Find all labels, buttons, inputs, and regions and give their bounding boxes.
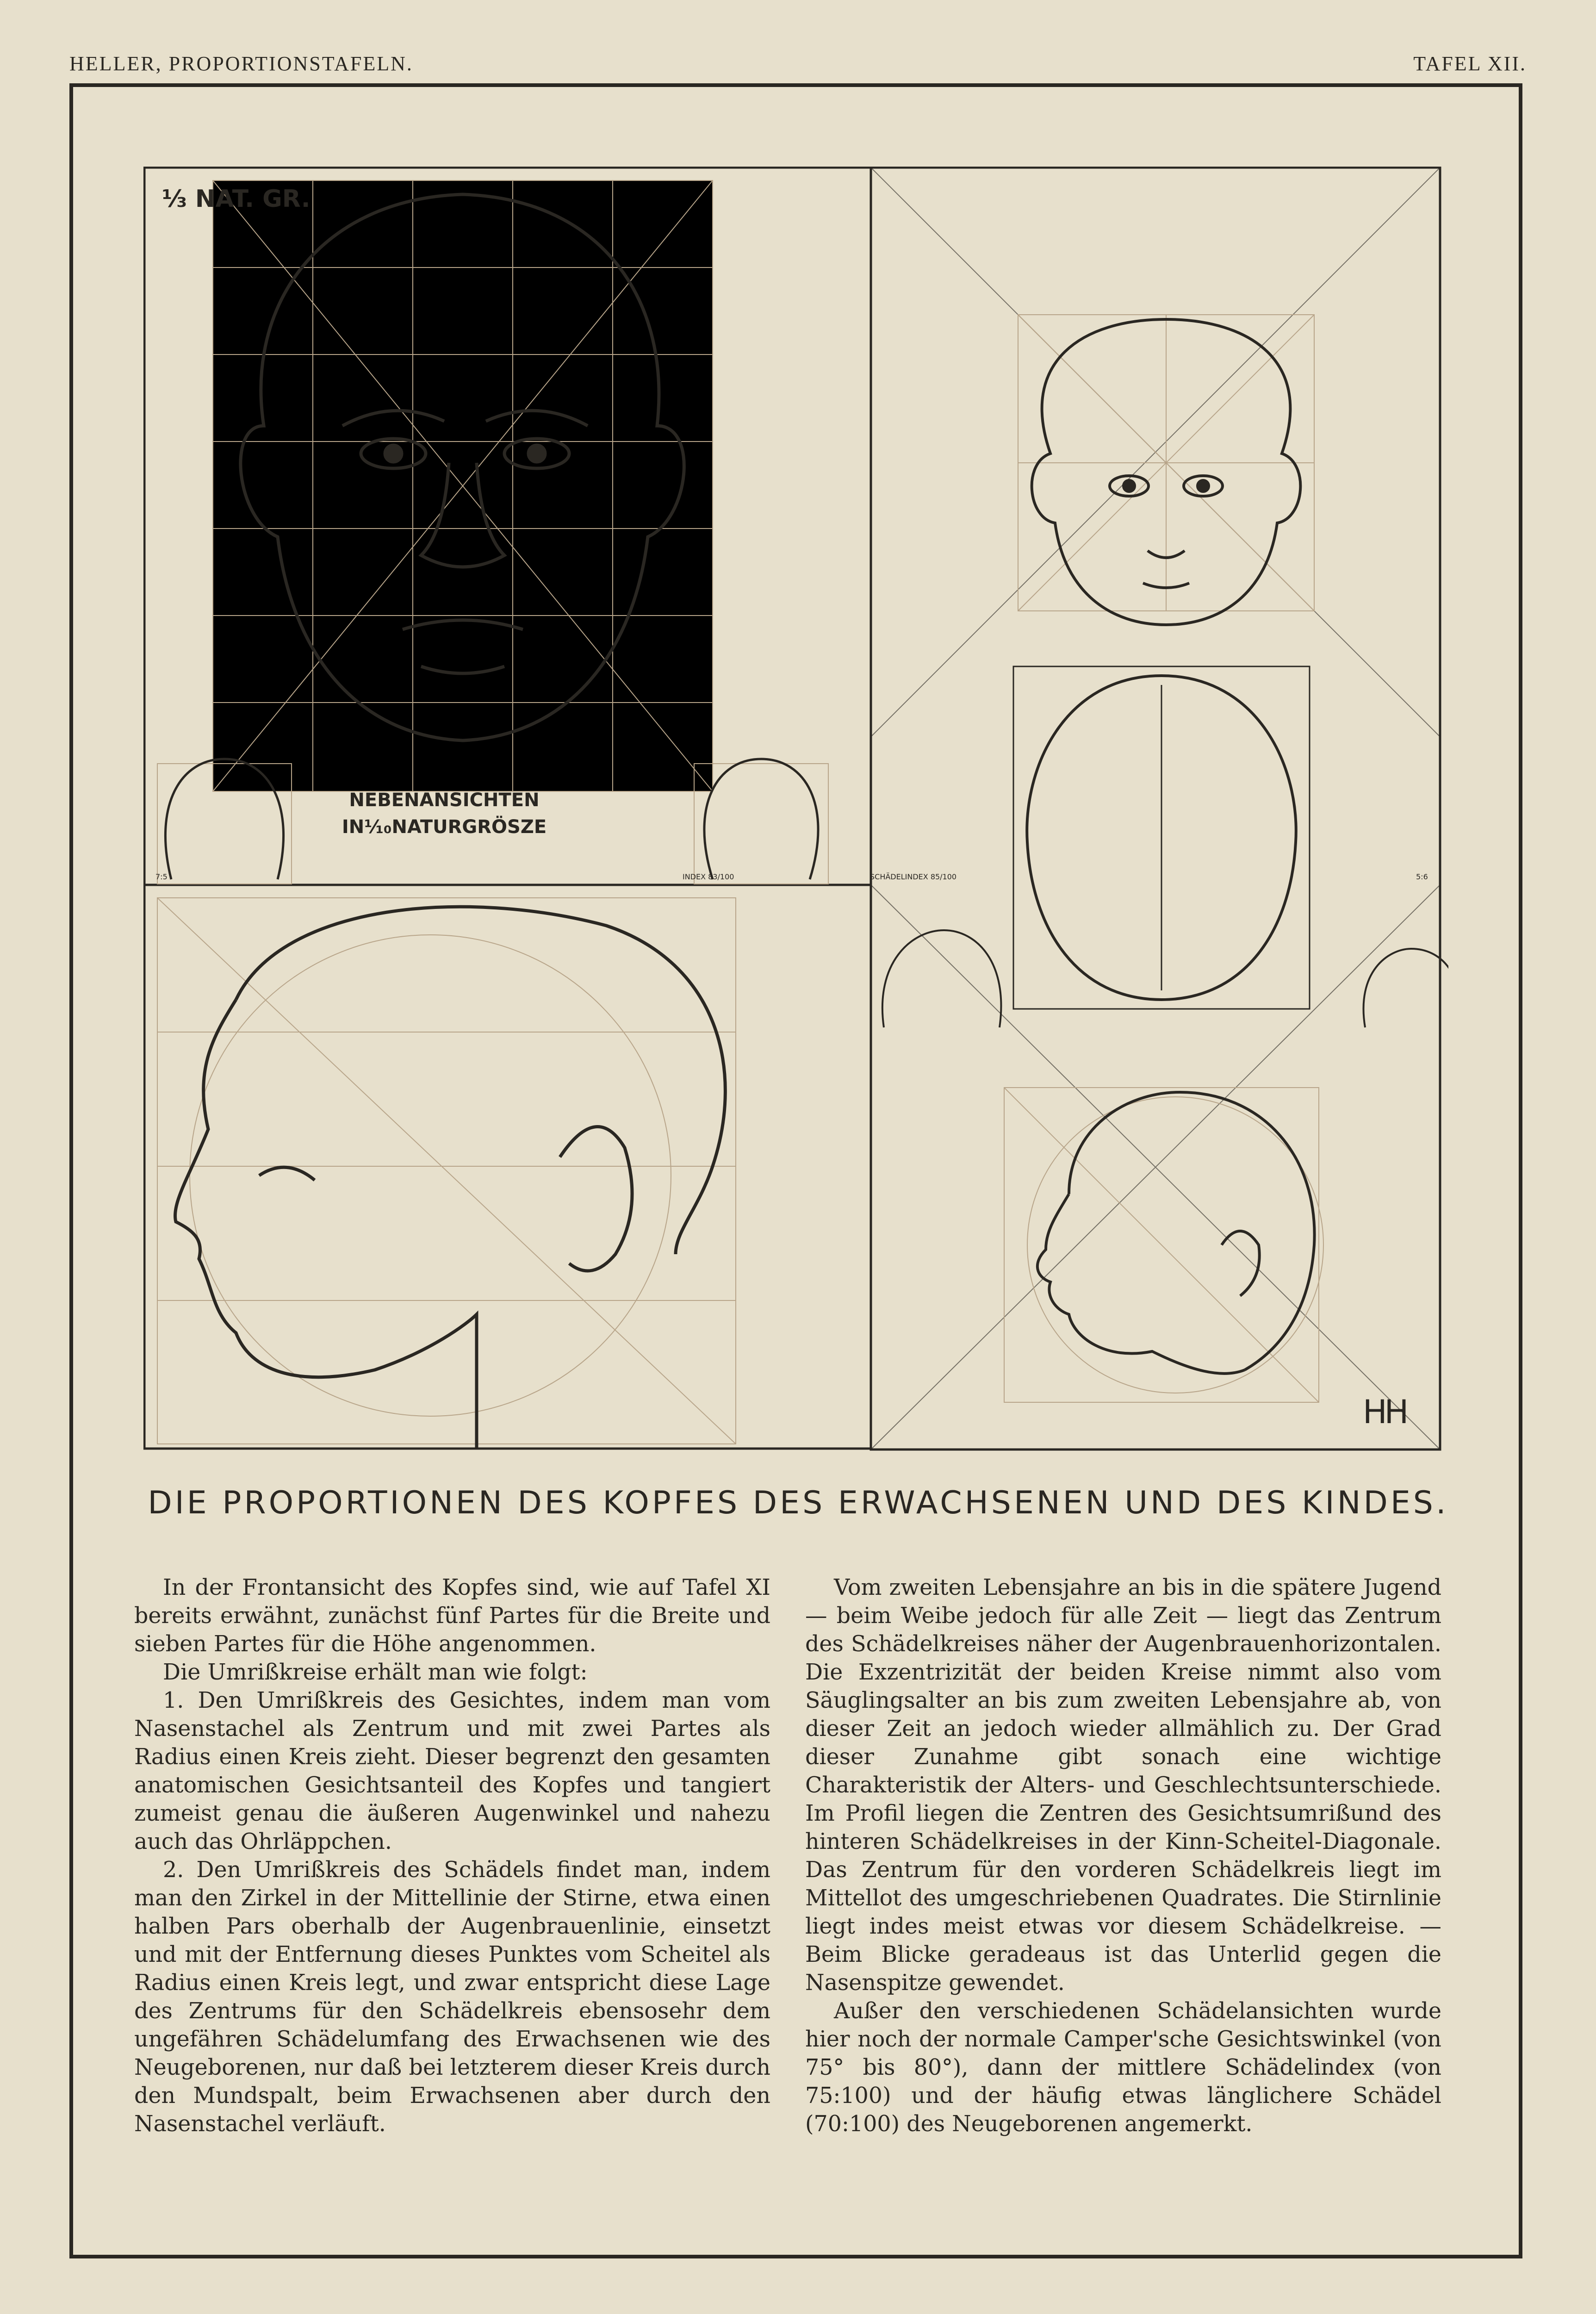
side-views-label xyxy=(333,787,555,840)
side-views-label-line1: NEBENANSICHTEN xyxy=(349,790,540,811)
index-label-adult-a: 7:5 xyxy=(155,872,168,881)
scale-label: ⅓ NAT. GR. xyxy=(162,185,311,213)
index-label-adult-b: INDEX 83/100 xyxy=(683,872,734,881)
running-head-right: TAFEL XII. xyxy=(1413,52,1527,75)
text-column-right xyxy=(805,1574,1441,2138)
artist-monogram: HH xyxy=(1363,1393,1406,1431)
index-label-child-a: SCHÄDELINDEX 85/100 xyxy=(870,872,957,881)
paragraph: Vom zweiten Lebensjahre an bis in die spätere Jugend — beim Weibe jedoch für alle Zeit — liegt das Zentrum des Schädelkreises näher der Augenbrauenhorizontalen. Die Exzentrizität der beiden Kreise nimmt also vom Säuglingsalter an bis zum zweiten Lebensjahre ab, von dieser Zeit an jedoch wieder allmählich zu. Der Grad dieser Zunahme gibt sonach eine wichtige Charakteristik der Alters- und Geschlechtsunterschiede. Im Profil liegen die Zentren des Gesichtsumrißund des hinteren Schädelkreises in der Kinn-Scheitel-Diagonale. Das Zentrum für den vorderen Schädelkreis liegt im Mittellot des umgeschriebenen Quadrates. Die Stirnlinie liegt indes meist etwas vor diesem Schädelkreise. — Beim Blicke geradeaus ist das Unterlid gegen die Nasenspitze gewendet. xyxy=(805,1575,1441,1996)
paragraph: In der Frontansicht des Kopfes sind, wie auf Tafel XI bereits erwähnt, zunächst fünf Partes für die Breite und sieben Partes für die Höhe angenommen. xyxy=(134,1575,770,1657)
running-head-left: HELLER, PROPORTIONSTAFELN. xyxy=(69,52,413,75)
side-views-label-line2: IN⅒NATURGRÖSZE xyxy=(342,816,547,838)
plate-title: DIE PROPORTIONEN DES KOPFES DES ERWACHSENEN UND DES KINDES. xyxy=(148,1485,1449,1521)
index-label-child-b: 5:6 xyxy=(1416,872,1428,881)
paragraph: 1. Den Umrißkreis des Gesichtes, indem man vom Nasenstachel als Zentrum und mit zwei Partes als Radius einen Kreis zieht. Dieser begrenzt den gesamten anatomischen Gesichtsanteil des Kopfes und tangiert zumeist genau die äußeren Augenwinkel und nahezu auch das Ohrläppchen. xyxy=(134,1688,770,1854)
paragraph: Außer den verschiedenen Schädelansichten wurde hier noch der normale Camper'sche Gesichtswinkel (von 75° bis 80°), dann der mittlere Schädelindex (von 75:100) und der häufig etwas länglichere Schädel (70:100) des Neugeborenen angemerkt. xyxy=(805,1998,1441,2137)
paragraph: Die Umrißkreise erhält man wie folgt: xyxy=(163,1660,588,1685)
text-column-left xyxy=(134,1574,770,2138)
paragraph: 2. Den Umrißkreis des Schädels findet man, indem man den Zirkel in der Mittellinie der Stirne, etwa einen halben Pars oberhalb der Augenbrauenlinie, einsetzt und mit der Entfernung dieses Punktes vom Scheitel als Radius einen Kreis legt, und zwar entspricht diese Lage des Zentrums für den Schädelkreis ebensosehr dem ungefähren Schädelumfang des Erwachsenen wie des Neugeborenen, nur daß bei letzterem dieser Kreis durch den Mundspalt, beim Erwachsenen aber durch den Nasenstachel verläuft. xyxy=(134,1857,770,2137)
